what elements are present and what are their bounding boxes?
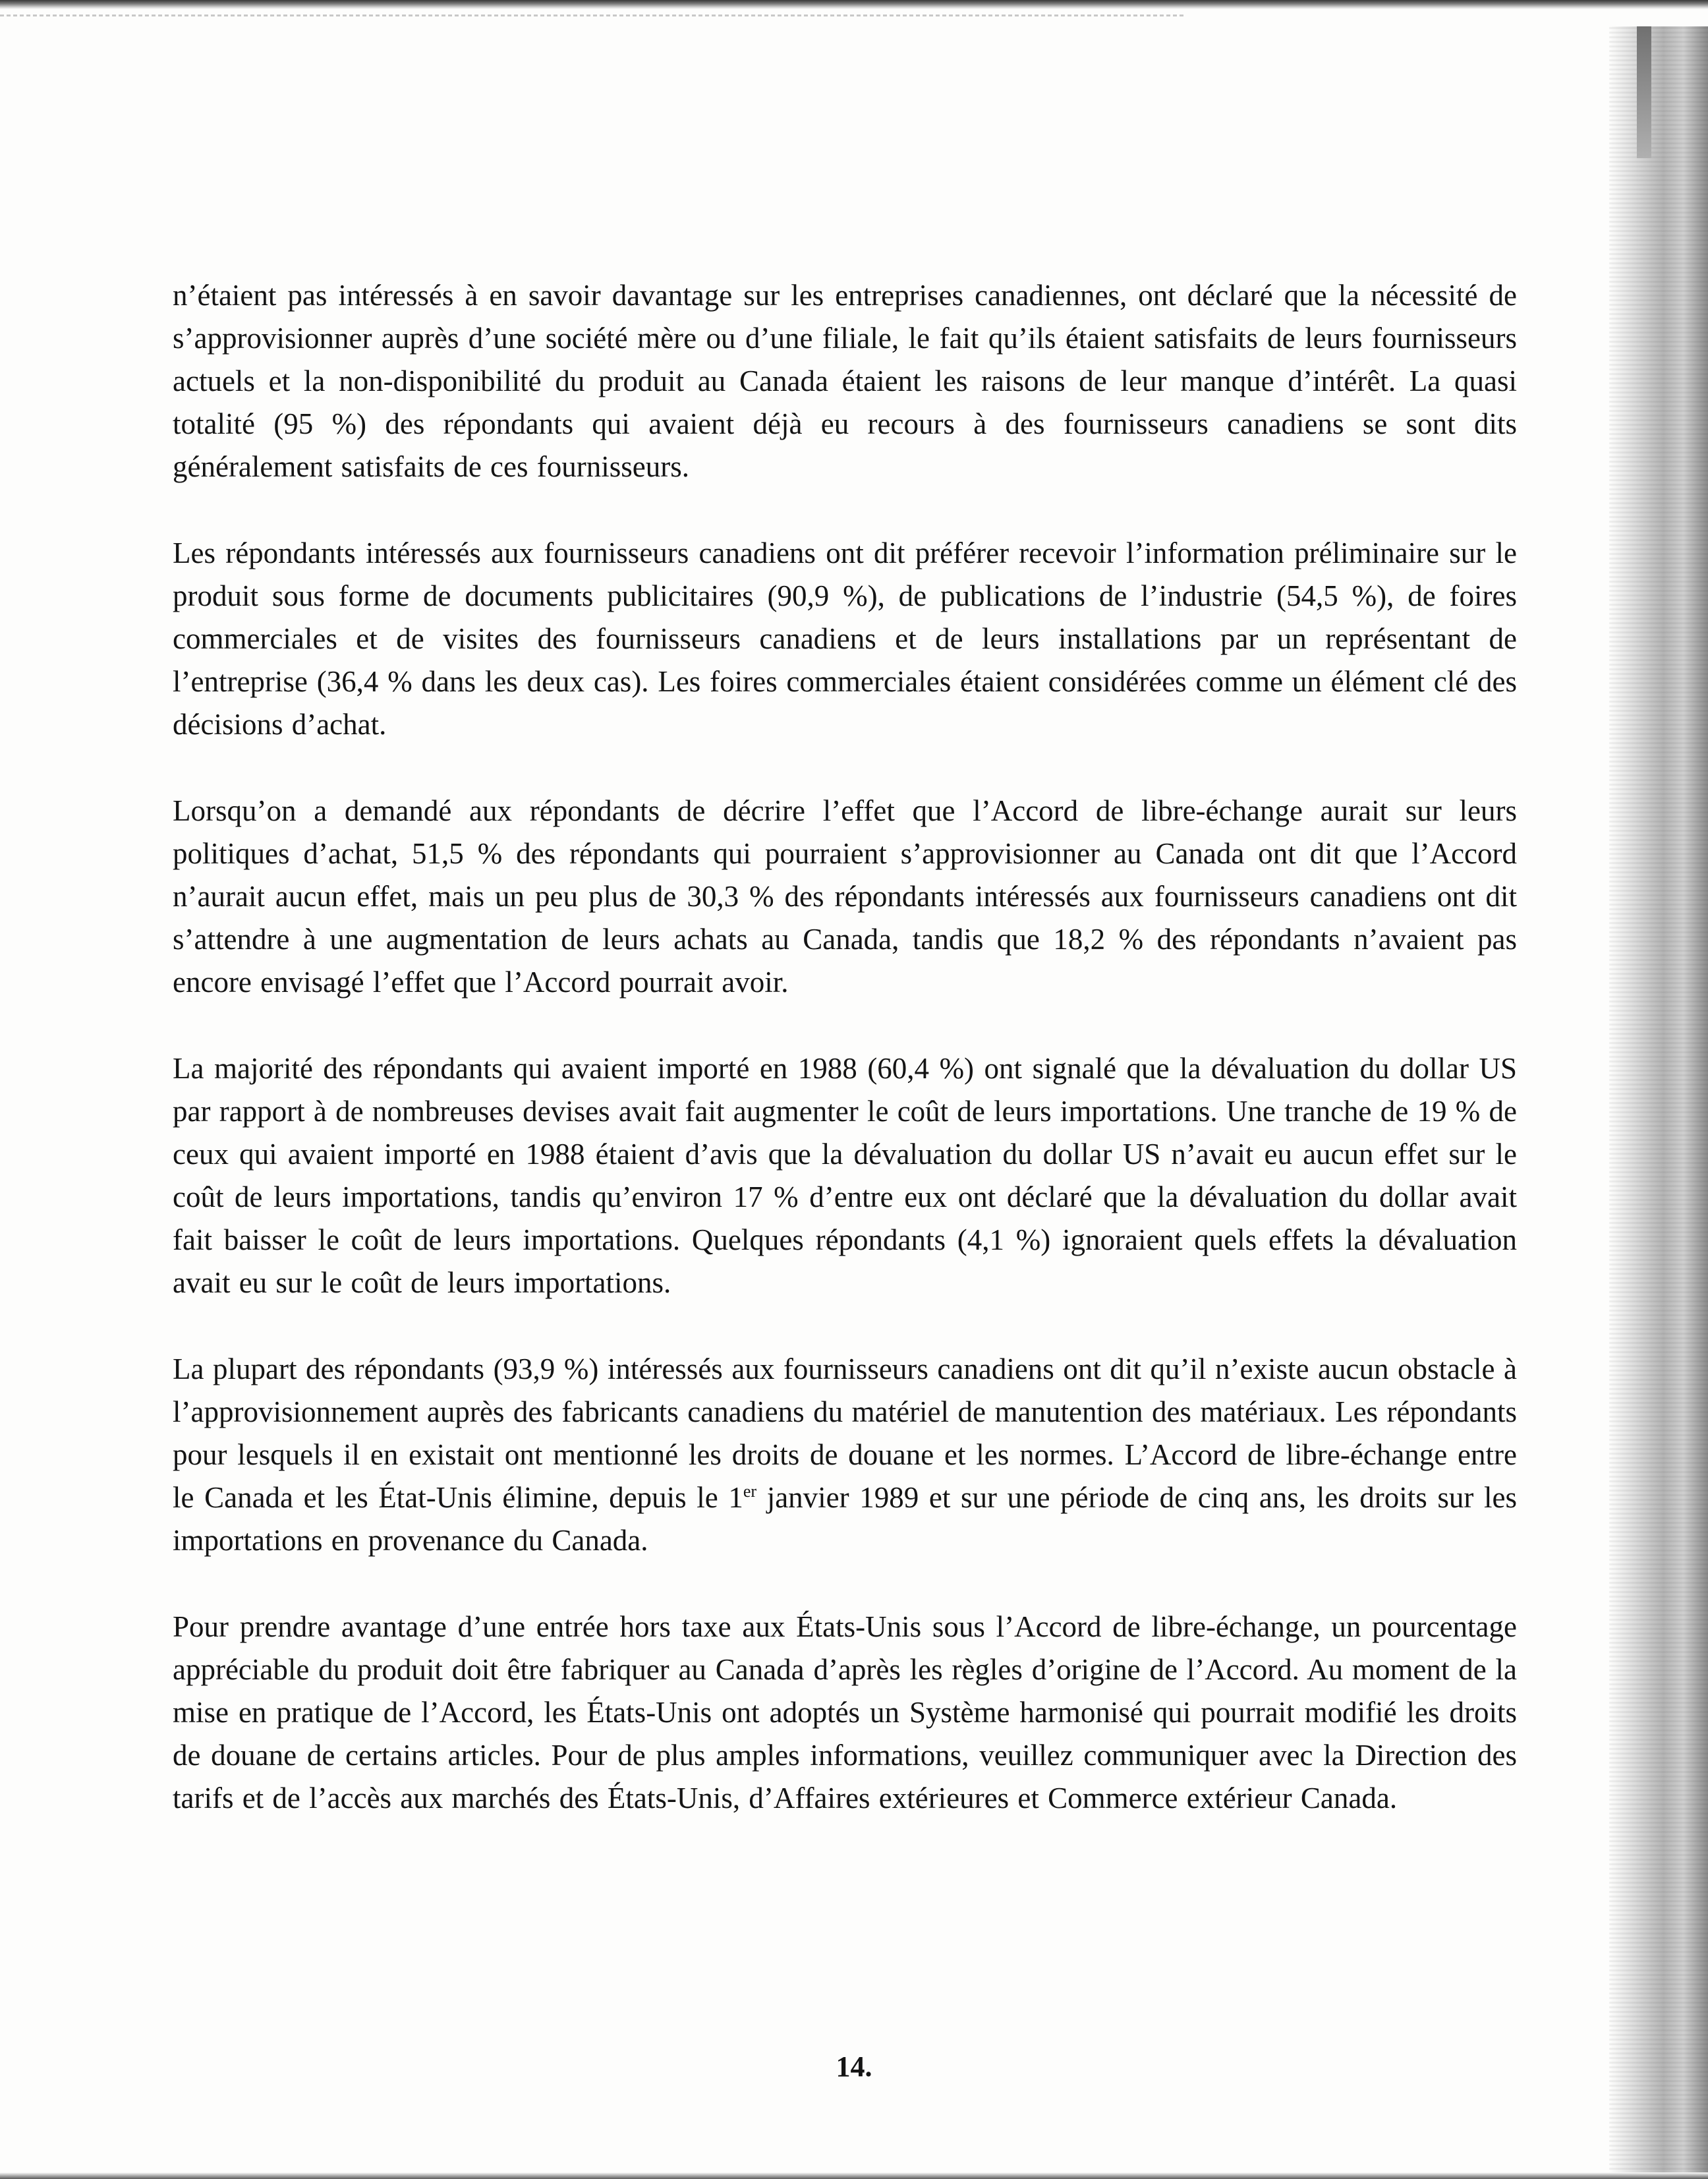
body-text — [173, 274, 1517, 1863]
ordinal-superscript: er — [743, 1482, 757, 1501]
paragraph-supply-obstacles-text: La plupart des répondants (93,9 %) intéressés aux fournisseurs canadiens ont dit qu’il n’existe aucun obstacle à l’approvisionnement auprès des fabricants canadiens du matériel de manutention des matériaux. Les répondants pour lesquels il en existait ont mentionné les droits de douane et les normes. L’Accord de libre-échange entre le Canada et les État-Unis élimine, depuis le 1 — [173, 1352, 1517, 1514]
scan-right-edge-shadow — [1637, 26, 1651, 158]
paragraph-supplier-interest: n’étaient pas intéressés à en savoir davantage sur les entreprises canadiennes, ont déclaré que la nécessité de s’approvisionner auprès d’une société mère ou d’une filiale, le fait qu’ils étaient satisfaits de leurs fournisseurs actuels et la non-disponibilité du produit au Canada étaient les raisons de leur manque d’intérêt. La quasi totalité (95 %) des répondants qui avaient déjà eu recours à des fournisseurs canadiens se sont dits généralement satisfaits de ces fournisseurs. — [173, 279, 1517, 483]
paragraph-dollar-devaluation: La majorité des répondants qui avaient importé en 1988 (60,4 %) ont signalé que la dévaluation du dollar US par rapport à de nombreuses devises avait fait augmenter le coût de leurs importations. Une tranche de 19 % de ceux qui avaient importé en 1988 étaient d’avis que la dévaluation du dollar US n’avait eu aucun effet sur le coût de leurs importations, tandis qu’environ 17 % d’entre eux ont déclaré que la dévaluation du dollar avait fait baisser le coût de leurs importations. Quelques répondants (4,1 %) ignoraient quels effets la dévaluation avait eu sur le coût de leurs importations. — [173, 1052, 1517, 1299]
paragraph-free-trade-effect: Lorsqu’on a demandé aux répondants de décrire l’effet que l’Accord de libre-échange aurait sur leurs politiques d’achat, 51,5 % des répondants qui pourraient s’approvisionner au Canada ont dit que l’Accord n’aurait aucun effet, mais un peu plus de 30,3 % des répondants intéressés aux fournisseurs canadiens ont dit s’attendre à une augmentation de leurs achats au Canada, tandis que 18,2 % des répondants n’avaient pas encore envisagé l’effet que l’Accord pourrait avoir. — [173, 794, 1517, 999]
scan-right-edge — [1609, 26, 1708, 2179]
paragraph-supply-obstacles — [173, 1348, 1517, 1562]
scan-top-edge — [0, 0, 1708, 9]
paragraph-duty-free-entry: Pour prendre avantage d’une entrée hors taxe aux États-Unis sous l’Accord de libre-échange, un pourcentage appréciable du produit doit être fabriquer au Canada d’après les règles d’origine de l’Accord. Au moment de la mise en pratique de l’Accord, les États-Unis ont adoptés un Système harmonisé qui pourrait modifié les droits de douane de certains articles. Pour de plus amples informations, veuillez communiquer avec la Direction des tarifs et de l’accès aux marchés des États-Unis, d’Affaires extérieures et Commerce extérieur Canada. — [173, 1610, 1517, 1815]
scan-bottom-edge — [0, 2172, 1708, 2179]
paragraph-supply-obstacles-text-end: janvier 1989 et sur une période de cinq ans, les droits sur les importations en provenance du Canada. — [173, 1481, 1517, 1557]
scan-top-artifact — [0, 15, 1186, 16]
page-number: 14. — [836, 2050, 872, 2083]
paragraph-information-preferences: Les répondants intéressés aux fournisseurs canadiens ont dit préférer recevoir l’information préliminaire sur le produit sous forme de documents publicitaires (90,9 %), de publications de l’industrie (54,5 %), de foires commerciales et de visites des fournisseurs canadiens et de leurs installations par un représentant de l’entreprise (36,4 % dans les deux cas). Les foires commerciales étaient considérées comme un élément clé des décisions d’achat. — [173, 537, 1517, 741]
